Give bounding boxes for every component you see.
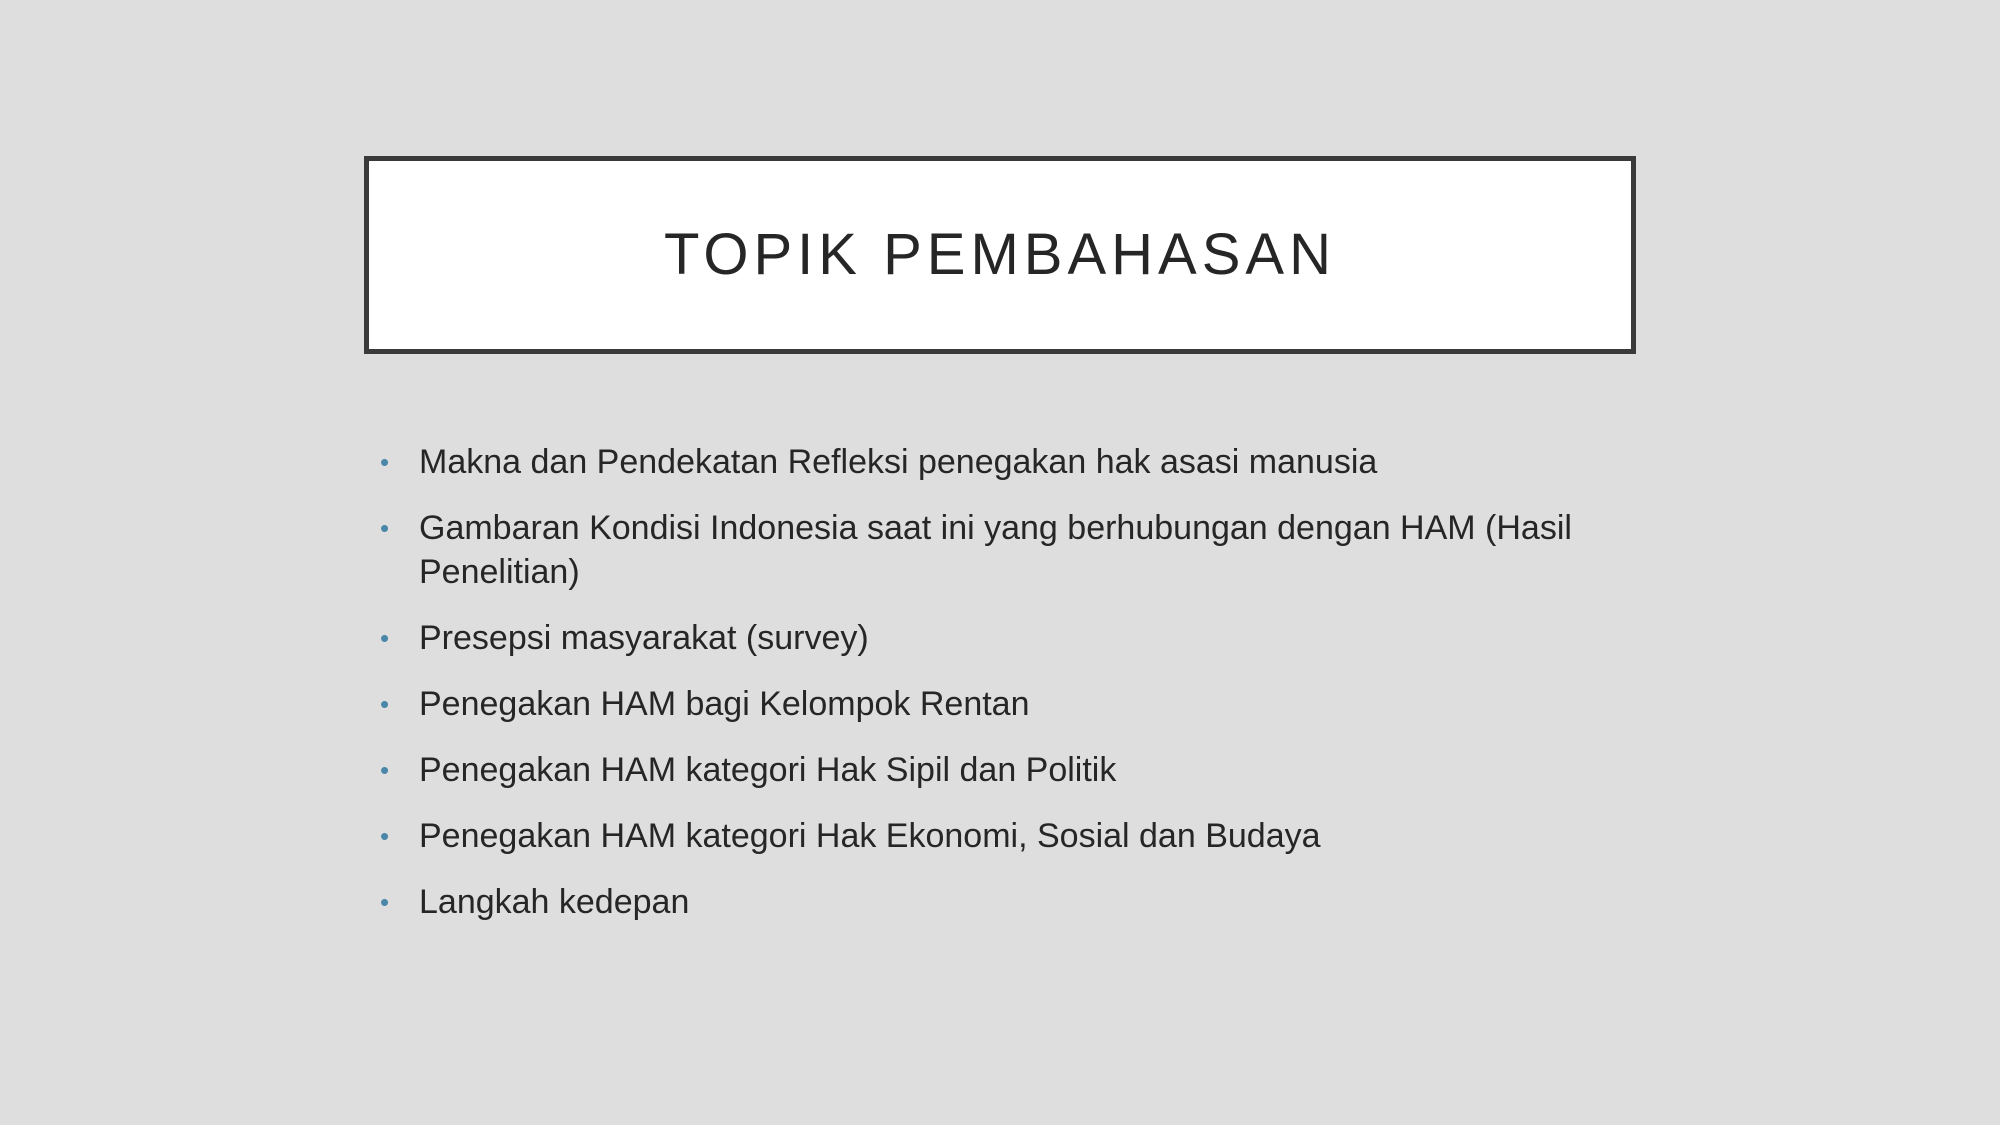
bullet-text: Penegakan HAM kategori Hak Ekonomi, Sosial dan Budaya [419, 817, 1321, 855]
title-box [364, 156, 1636, 354]
bullet-text: Makna dan Pendekatan Refleksi penegakan hak asasi manusia [419, 443, 1378, 481]
bullet-dot-icon: • [380, 821, 390, 851]
bullet-dot-icon: • [380, 755, 390, 785]
bullet-text: Penegakan HAM bagi Kelompok Rentan [419, 685, 1030, 723]
bullet-dot-icon: • [380, 623, 390, 653]
bullet-text: Presepsi masyarakat (survey) [419, 619, 869, 657]
bullet-dot-icon: • [380, 887, 390, 917]
bullet-item [380, 814, 1630, 858]
bullet-item [380, 880, 1630, 924]
bullet-item [380, 748, 1630, 792]
bullet-text: Penegakan HAM kategori Hak Sipil dan Politik [419, 751, 1117, 789]
bullet-dot-icon: • [380, 689, 390, 719]
bullet-item [380, 682, 1630, 726]
bullet-list [380, 440, 1630, 946]
bullet-item [380, 440, 1630, 484]
bullet-item [380, 506, 1630, 594]
bullet-text: Gambaran Kondisi Indonesia saat ini yang berhubungan dengan HAM (Hasil Penelitian) [419, 509, 1572, 591]
bullet-text: Langkah kedepan [419, 883, 690, 921]
bullet-dot-icon: • [380, 447, 390, 477]
bullet-dot-icon: • [380, 513, 390, 543]
slide-title: TOPIK PEMBAHASAN [664, 222, 1336, 287]
bullet-item [380, 616, 1630, 660]
